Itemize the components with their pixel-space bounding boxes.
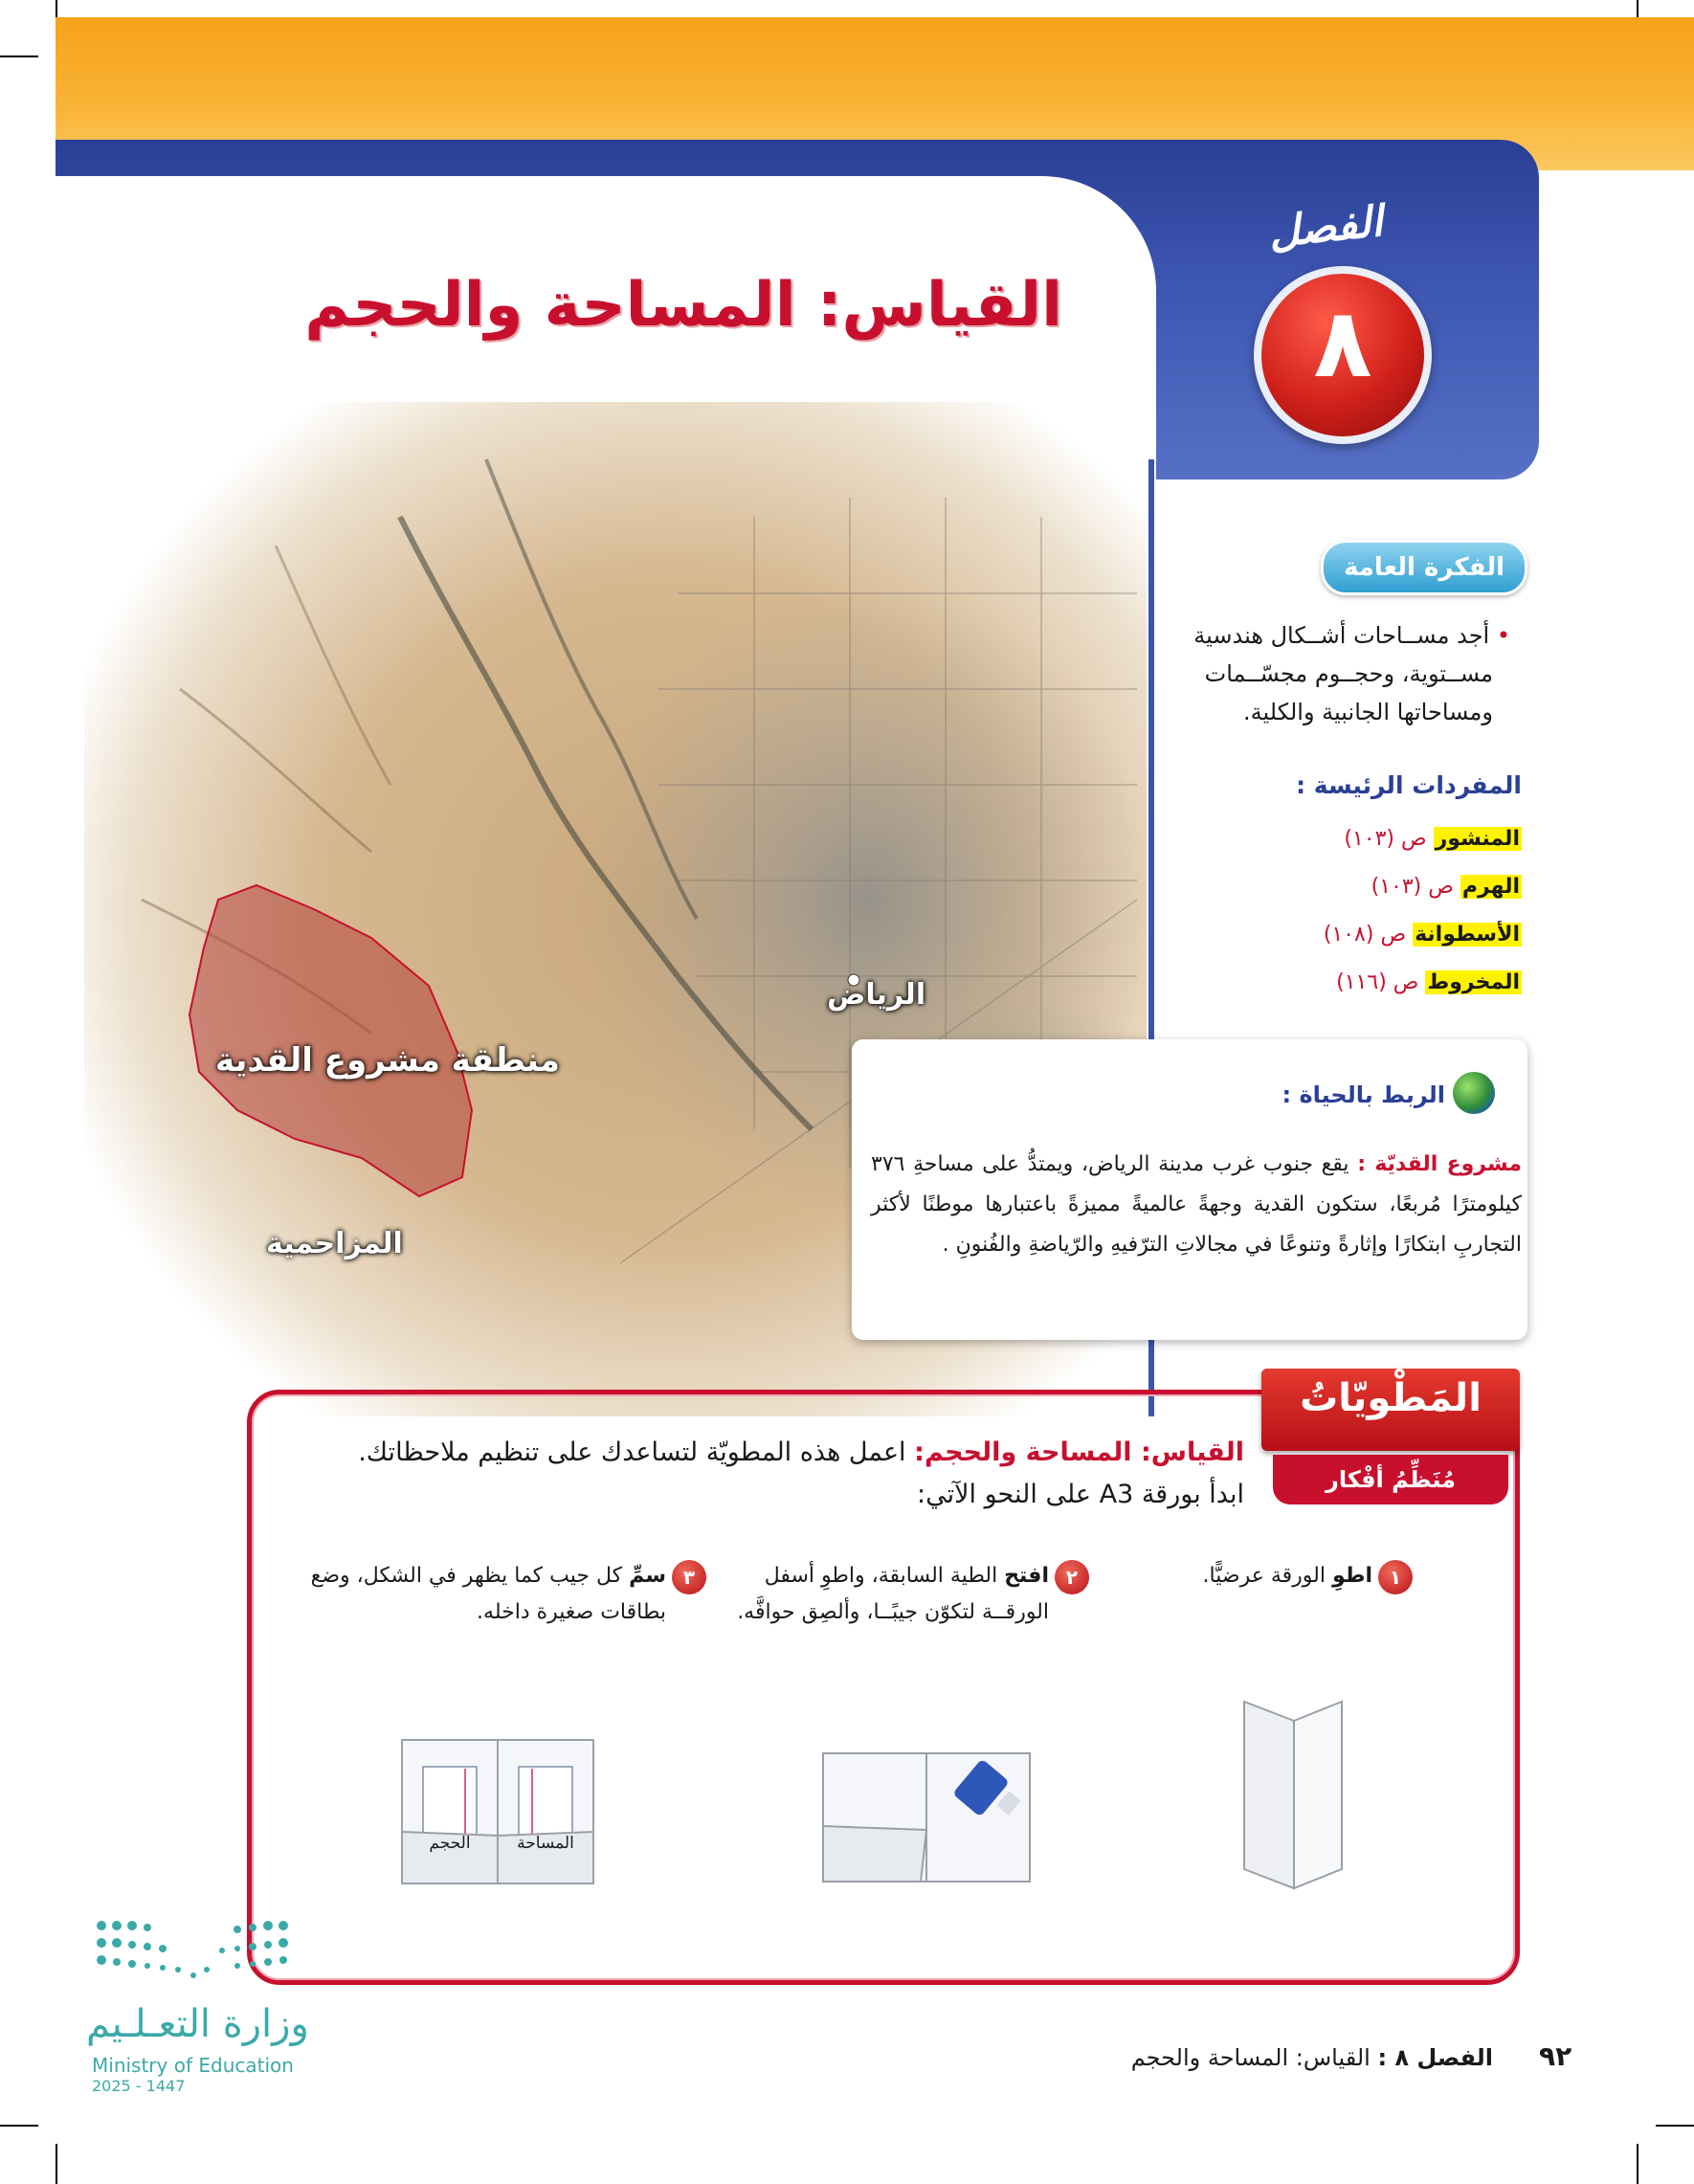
foldables-intro-line2: ابدأ بورقة A3 على النحو الآتي:: [917, 1480, 1244, 1509]
map-label-project-area: منطقة مشروع القدية: [215, 1041, 560, 1080]
step-verb: اطوِ: [1331, 1564, 1372, 1588]
vocabulary-page: ص (١٠٣): [1344, 827, 1427, 851]
step-body: الورقة عرضيًّا.: [1202, 1564, 1326, 1588]
vocabulary-term: المنشور: [1435, 827, 1520, 851]
crop-mark: [0, 2125, 38, 2127]
real-world-heading: الربط بالحياة :: [1282, 1081, 1445, 1108]
labeled-pockets-illustration: [398, 1732, 599, 1885]
vocabulary-term: الهرم: [1461, 875, 1520, 899]
big-idea-line: ومساحاتها الجانبية والكلية.: [1243, 699, 1493, 725]
crop-mark: [0, 56, 38, 57]
vocabulary-item: [1175, 970, 1522, 994]
foldables-intro: [287, 1432, 1244, 1516]
foldables-intro-text: اعمل هذه المطويّة لتساعدك على تنظيم ملاحظاتك.: [358, 1437, 906, 1467]
foldables-intro-term: القياس: المساحة والحجم:: [914, 1437, 1244, 1467]
ministry-year: 2025 - 1447: [92, 2077, 186, 2095]
crop-mark: [1656, 2125, 1694, 2127]
folded-paper-illustration: [1235, 1692, 1349, 1893]
page-number: ٩٢: [1539, 2040, 1572, 2072]
step-number: ٢: [1055, 1560, 1089, 1594]
vocabulary-heading: المفردات الرئيسة :: [1296, 771, 1522, 799]
foldables-badge-subtitle: مُنَظِّمُ أفْكار: [1273, 1455, 1508, 1504]
pocket-label-area: المساحة: [517, 1834, 574, 1853]
step-text: [308, 1558, 666, 1631]
ministry-logo-icon: [92, 1916, 302, 1993]
step-verb: افتح: [1004, 1564, 1049, 1588]
crop-mark: [56, 2144, 57, 2184]
pocket-paper-illustration: [819, 1734, 1039, 1887]
vocabulary-item: [1175, 875, 1522, 899]
real-world-body: يقع جنوب غرب مدينة الرياض، ويمتدُّ على مساحةِ ٣٧٦ كيلومترًا مُربعًا، ستكون القدية وجهةً عالميةً مميزةً باعتبارها موطنًا لأكثر التجاربِ ابتكارًا وإثارةً وتنوعًا في مجالاتِ الترّفيهِ والرّياضةِ والفُنونِ .: [871, 1152, 1522, 1257]
vocabulary-page: ص (١٠٨): [1323, 923, 1407, 947]
real-world-text: [871, 1145, 1522, 1265]
map-label-riyadh: الرياض: [827, 978, 926, 1012]
step-body: الطية السابقة، واطوِ أسفل الورقــة لتكوّن جيبًــا، وألصِق حوافَّه.: [737, 1564, 1049, 1624]
pocket-label-volume: الحجم: [429, 1834, 471, 1853]
big-idea-line: مســتوية، وحجــوم مجسّــمات: [1204, 660, 1493, 687]
big-idea-text: [1175, 616, 1510, 731]
step-number: ١: [1378, 1560, 1413, 1594]
globe-icon: [1453, 1072, 1495, 1114]
ministry-name-english: Ministry of Education: [92, 2054, 294, 2077]
step-body: كل جيب كما يظهر في الشكل، وضع بطاقات صغيرة داخله.: [310, 1564, 666, 1624]
step-text: [1053, 1558, 1372, 1594]
footer-title: [1091, 2044, 1493, 2071]
real-world-term: مشروع القديّة :: [1357, 1152, 1522, 1176]
vocabulary-term: الأسطوانة: [1415, 923, 1520, 947]
vocabulary-term: المخروط: [1427, 970, 1520, 994]
step-text: [708, 1558, 1049, 1631]
big-idea-line: أجد مســاحات أشــكال هندسية: [1193, 622, 1490, 649]
chapter-number: ٨: [1313, 287, 1372, 399]
foldables-badge-title: المَطْويّاتُ: [1300, 1376, 1482, 1420]
vocabulary-page: ص (١١٦): [1336, 970, 1419, 994]
footer-chapter-title: القياس: المساحة والحجم: [1130, 2044, 1371, 2071]
vocabulary-item: [1175, 923, 1522, 947]
chapter-title: القياس: المساحة والحجم: [304, 270, 1062, 341]
crop-mark: [1637, 2144, 1638, 2184]
big-idea-heading: الفكرة العامة: [1321, 540, 1527, 595]
chapter-word: الفصل: [1265, 196, 1386, 258]
step-number: ٣: [672, 1560, 706, 1594]
map-label-muzahimiyah: المزاحمية: [266, 1227, 403, 1260]
step-verb: سمِّ: [629, 1564, 666, 1588]
footer-chapter-label: الفصل ٨ :: [1377, 2044, 1493, 2071]
bullet-icon: •: [1496, 622, 1510, 649]
ministry-name-arabic: وزارة التعـلـيم: [86, 2002, 309, 2046]
vocabulary-item: [1175, 827, 1522, 851]
vocabulary-page: ص (١٠٣): [1371, 875, 1454, 899]
